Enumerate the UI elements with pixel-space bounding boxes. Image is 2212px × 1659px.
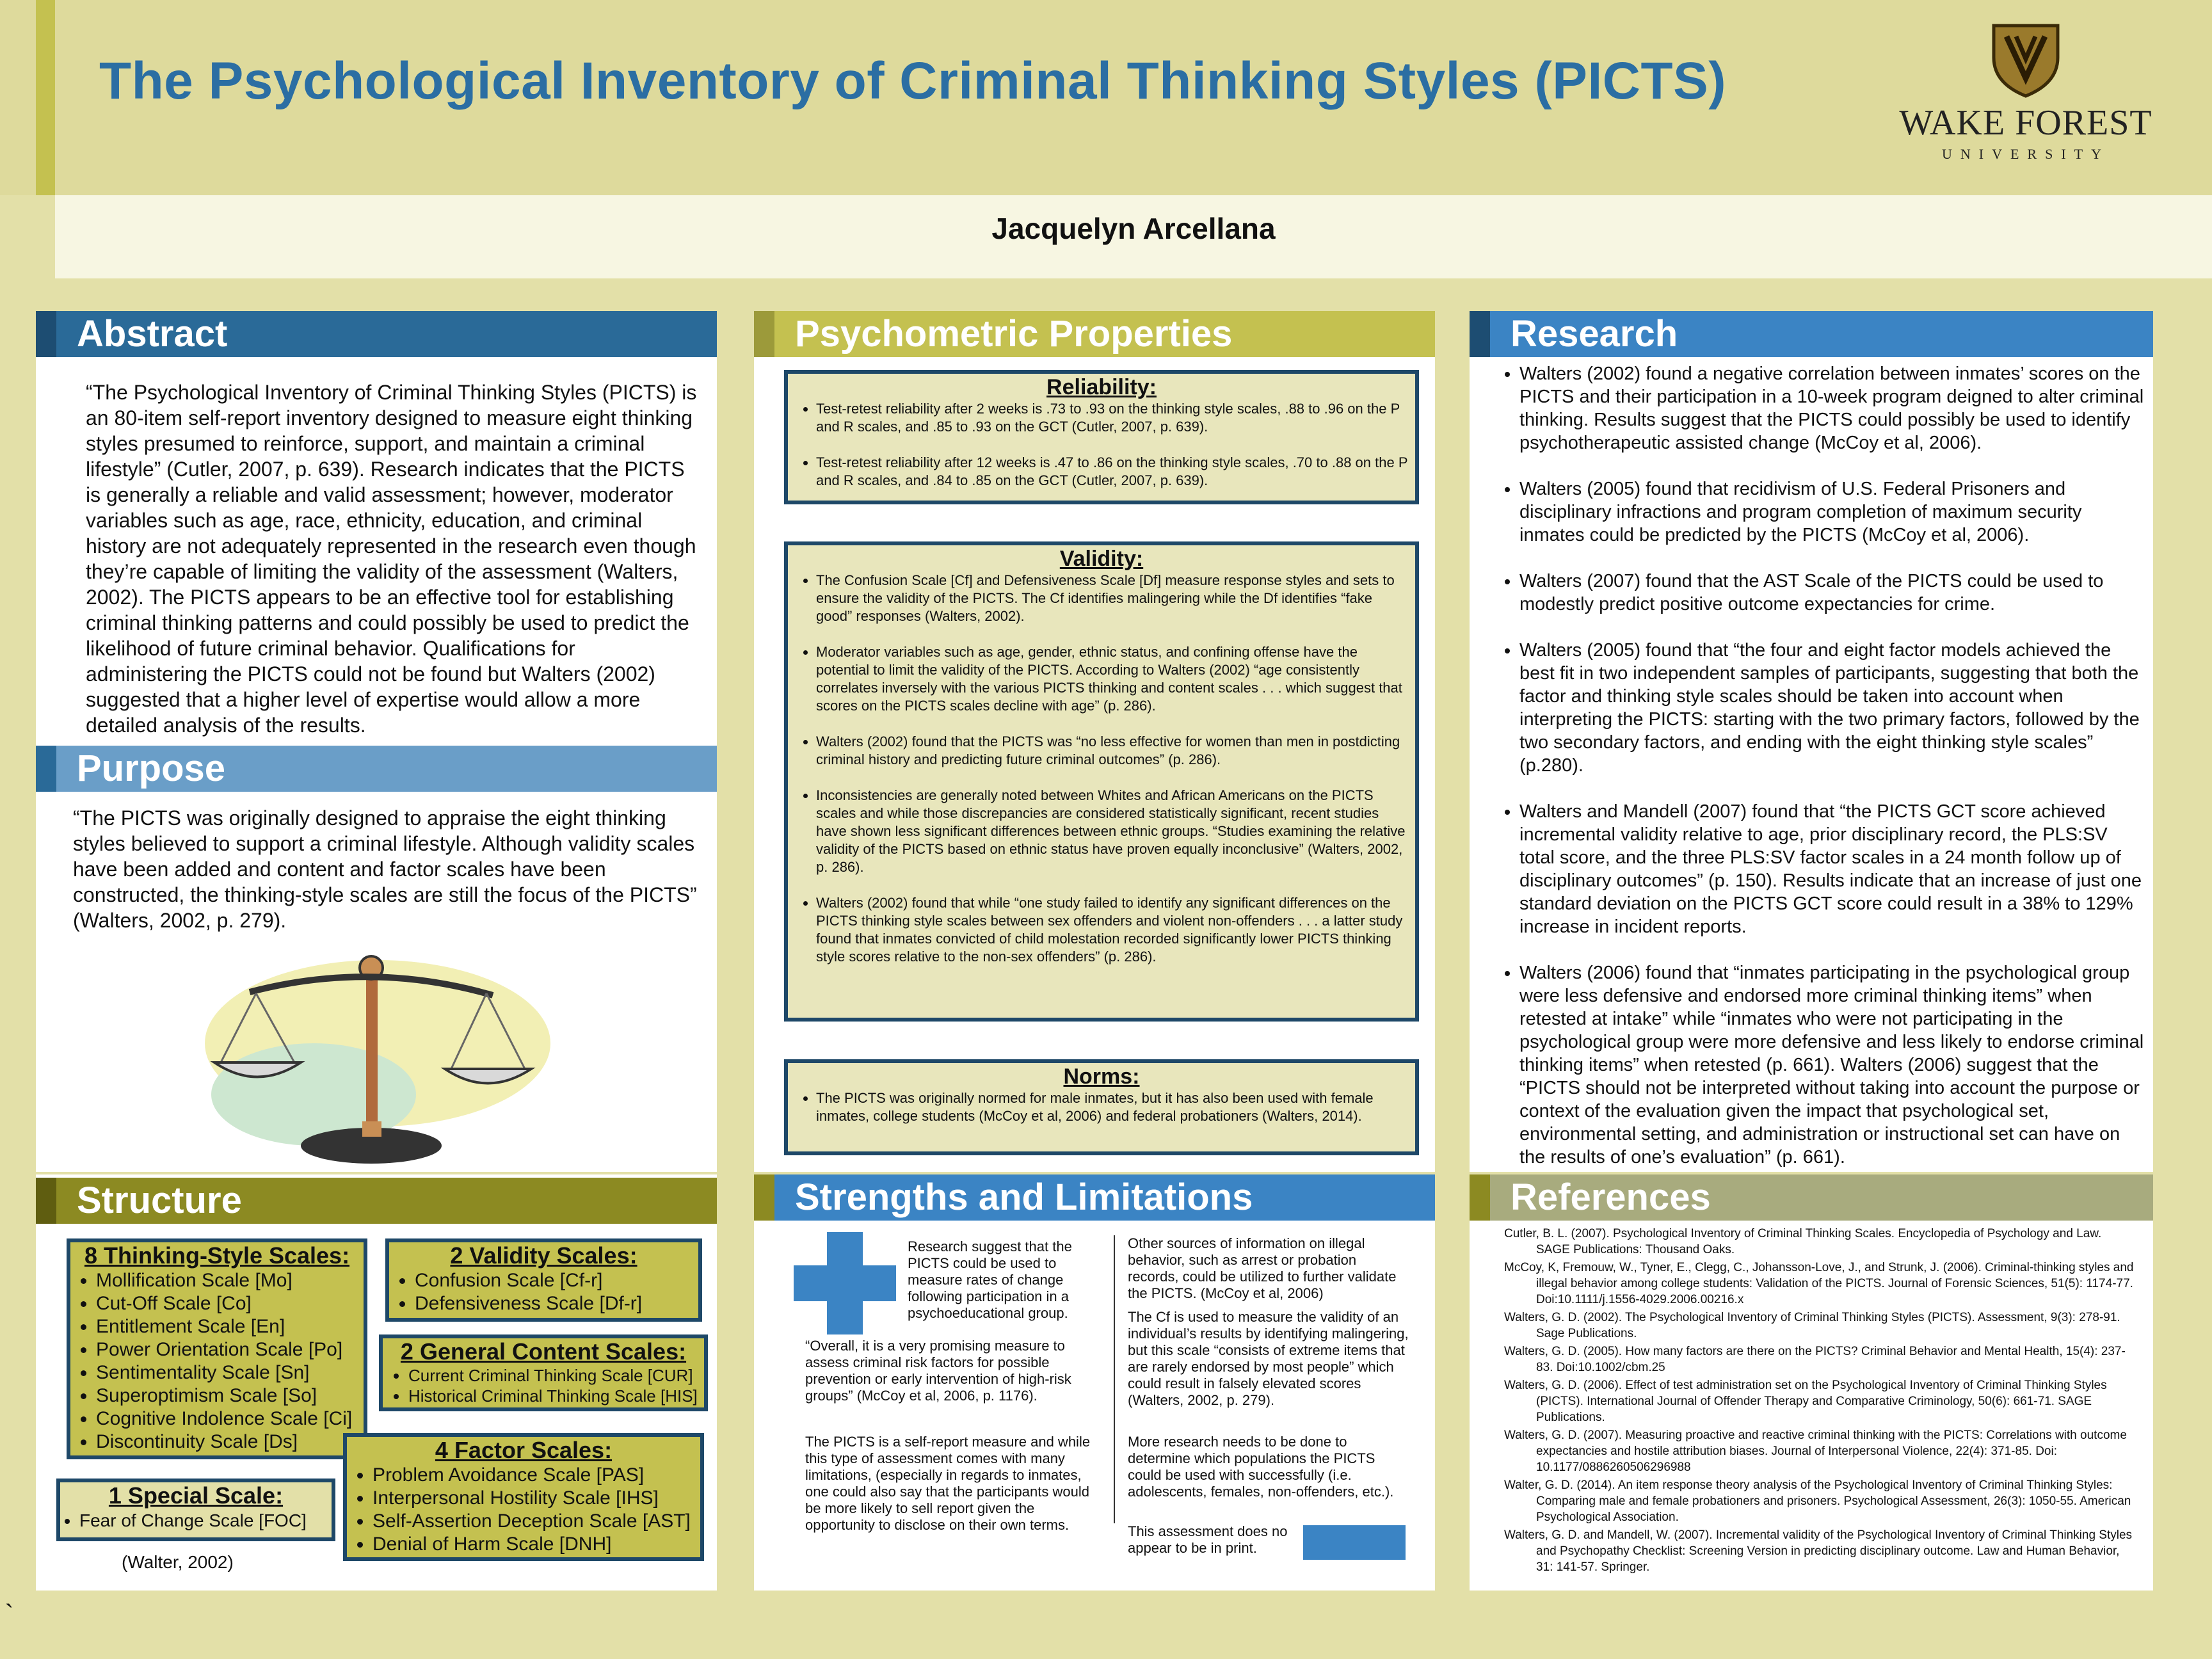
research-list <box>1491 362 2144 1169</box>
list-item: • Discontinuity Scale [Ds] <box>96 1431 364 1454</box>
strengths-divider <box>1114 1235 1115 1523</box>
list-item: • Defensiveness Scale [Df-r] <box>415 1292 698 1315</box>
psychometric-heading-text: Psychometric Properties <box>795 313 1233 355</box>
content-scales-title: 2 General Content Scales: <box>400 1338 687 1365</box>
list-item: • Superoptimism Scale [So] <box>96 1384 364 1407</box>
validity-scales-box <box>385 1238 702 1322</box>
list-item: • Walters (2005) found that “the four and eight factor models achieved the best fit in two independent samples of participants, suggesting that both the factor and thinking style scales should be taken into account when interpreting the PICTS: starting with the two primary factors, followed by the two secondary factors, and ending with the eight thinking style scales” (p.280). <box>1519 639 2144 777</box>
list-item: • Walters (2006) found that “inmates participating in the psychological group were less defensive and endorsed more criminal thinking items” when retested at intake” while “inmates who were not participating in the psychological group were more defensive and less likely to endorse criminal thinking items” when retested (p. 661). Walters (2006) suggest that the “PICTS should not be interpreted without taking into account the purpose or context of the evaluation given the impact that psychological set, environmental setting, and administration or instructional set can have on the results of one’s evaluation” (p. 661). <box>1519 961 2144 1169</box>
list-item: • Mollification Scale [Mo] <box>96 1269 364 1292</box>
list-item: • Walters (2005) found that recidivism of U.S. Federal Prisoners and disciplinary infractions and program completion of maximum security inmates could be predicted by the PICTS (McCoy et al, 2006). <box>1519 477 2144 547</box>
list-item: • Fear of Change Scale [FOC] <box>79 1509 332 1532</box>
abstract-heading <box>36 311 717 357</box>
author-name: Jacquelyn Arcellana <box>991 212 1276 245</box>
validity-scales-title: 2 Validity Scales: <box>450 1242 637 1269</box>
list-item: • The Confusion Scale [Cf] and Defensiveness Scale [Df] measure response styles and sets to ensure the validity of the PICTS. The Cf identifies malingering while the Df identifies “fake good” responses (Walters, 2002). <box>816 572 1409 625</box>
limitations-text-4b: appear to be in print. <box>1128 1540 1257 1556</box>
list-item: • Moderator variables such as age, gender, ethnic status, and confining offense have the potential to limit the validity of the PICTS. According to Walters (2002) “age consistently correlates inversely with the various PICTS thinking and content scales . . . which suggest that scores on the PICTS scales decline with age” (p. 286). <box>816 643 1409 715</box>
structure-heading-text: Structure <box>77 1180 242 1221</box>
references-list <box>1504 1226 2138 1577</box>
purpose-text: “The PICTS was originally designed to appraise the eight thinking styles believed to support a criminal lifestyle. Although validity scales have been added and content and factor scales have been constructed, the thinking-style scales are still the focus of the PICTS” (Walters, 2002, p. 279). <box>73 806 697 932</box>
validity-box <box>784 541 1419 1022</box>
list-item: • Test-retest reliability after 12 weeks is .47 to .86 on the thinking style scales, .70 to .88 on the P and R scales, and .84 to .85 on the GCT (Cutler, 2007, p. 639). <box>816 454 1409 490</box>
thinking-style-scales-box <box>67 1238 367 1459</box>
list-item: • Current Criminal Thinking Scale [CUR] <box>408 1365 704 1386</box>
content-scales-box <box>379 1334 708 1411</box>
limitations-text-4: This assessment does no <box>1128 1523 1288 1539</box>
validity-list <box>794 572 1409 966</box>
references-heading <box>1470 1174 2153 1221</box>
scales-of-justice-icon <box>166 934 576 1171</box>
purpose-heading-text: Purpose <box>77 748 226 789</box>
reference-item: Walters, G. D. (2002). The Psychological Inventory of Criminal Thinking Styles (PICTS). Assessment, 9(3): 278-91. Sage Publications. <box>1504 1311 2120 1340</box>
title-accent-bar <box>36 0 55 195</box>
reliability-list <box>794 400 1409 490</box>
limitations-text-2: The Cf is used to measure the validity of an individual’s results by identifying malingering, but this scale “consists of extreme items that are rarely endorsed by most people” which could result in falsely elevated scores (Walters, 2002, p. 279). <box>1128 1309 1409 1408</box>
special-scale-title: 1 Special Scale: <box>108 1482 284 1509</box>
research-list-container <box>1491 362 2144 1192</box>
list-item: • Sentimentality Scale [Sn] <box>96 1361 364 1384</box>
strengths-heading-text: Strengths and Limitations <box>795 1176 1253 1218</box>
strengths-text-2: “Overall, it is a very promising measure to assess criminal risk factors for possible prevention or early intervention of high-risk groups” (McCoy et al, 2006, p. 1176). <box>805 1338 1071 1404</box>
special-scale-box <box>56 1479 335 1541</box>
list-item: • The PICTS was originally normed for male inmates, but it has also been used with female inmates, college students (McCoy et al, 2006) and federal probationers (Walters, 2014). <box>816 1089 1409 1125</box>
content-scales-list <box>383 1365 704 1406</box>
footer-mark: ` <box>5 1600 14 1628</box>
reference-item: Walters, G. D. (2007). Measuring proactive and reactive criminal thinking with the PICTS: Correlations with outcome expectancies and hostile attribution biases. Journal of Interpersonal Violence, 22(4): 371-85. Doi: 10.1177/0886260506296988 <box>1504 1429 2127 1474</box>
list-item: • Problem Avoidance Scale [PAS] <box>373 1464 700 1487</box>
reliability-box <box>784 370 1419 504</box>
list-item: • Interpersonal Hostility Scale [IHS] <box>373 1487 700 1510</box>
list-item: • Denial of Harm Scale [DNH] <box>373 1533 700 1556</box>
list-item: • Historical Criminal Thinking Scale [HIS] <box>408 1386 704 1406</box>
list-item: • Entitlement Scale [En] <box>96 1315 364 1338</box>
strengths-text-1: Research suggest that the PICTS could be used to measure rates of change following participation in a psychoeducational group. <box>908 1238 1072 1321</box>
thinking-style-title: 8 Thinking-Style Scales: <box>84 1242 350 1269</box>
list-item: • Walters (2002) found a negative correlation between inmates’ scores on the PICTS and their participation in a 10-week program deigned to alter criminal thinking. Results suggest that the PICTS could possibly be used to identify psychotherapeutic assisted change (McCoy et al, 2006). <box>1519 362 2144 454</box>
reliability-title: Reliability: <box>1046 375 1157 399</box>
structure-heading <box>36 1178 717 1224</box>
list-item: • Walters (2002) found that while “one study failed to identify any significant differences on the PICTS thinking style scales between sex offenders and violent non-offenders . . . a latter study found that inmates convicted of child molestation recorded significantly lower PICTS thinking style scores relative to the non-sex offenders” (p. 286). <box>816 894 1409 966</box>
research-heading-text: Research <box>1511 313 1678 355</box>
reference-item: Walter, G. D. (2014). An item response theory analysis of the Psychological Inventory of Criminal Thinking Styles: Comparing male and female probationers and prisoners. Psychological Assessment, 26(3): 1050-55. American Psychological Association. <box>1504 1479 2131 1524</box>
references-heading-text: References <box>1511 1176 1711 1218</box>
list-item: • Walters (2007) found that the AST Scale of the PICTS could be used to modestly predict positive outcome expectancies for crime. <box>1519 570 2144 616</box>
norms-title: Norms: <box>1063 1064 1140 1089</box>
logo-wordmark <box>1895 102 2157 163</box>
validity-title: Validity: <box>1059 547 1144 571</box>
reference-item: McCoy, K, Fremouw, W., Tyner, E., Clegg, C., Johansson-Love, J., and Strunk, J. (2006). Criminal-thinking styles and illegal behavior among college students: Validation of the PICTS. Journal of Forensic Sciences, 51(5): 1174-77. Doi:10.1111/j.1556-4029.2006.00216.x <box>1504 1261 2134 1306</box>
reference-item: Cutler, B. L. (2007). Psychological Inventory of Criminal Thinking Scales. Encyclopedia of Psychology and Law. SAGE Publications: Thousand Oaks. <box>1504 1227 2102 1256</box>
strengths-heading <box>754 1174 1435 1221</box>
norms-box <box>784 1059 1419 1155</box>
purpose-heading <box>36 746 717 792</box>
factor-scales-title: 4 Factor Scales: <box>435 1437 613 1463</box>
list-item: • Power Orientation Scale [Po] <box>96 1338 364 1361</box>
list-item: • Inconsistencies are generally noted between Whites and African Americans on the PICTS scales and while those discrepancies are considered statistically significant, recent studies have shown less significant differences between ethnic groups. “Studies examining the relative validity of the PICTS based on ethnic status have proven equally inconclusive” (Walters, 2002, p. 286). <box>816 787 1409 876</box>
limitations-text-3: More research needs to be done to determine which populations the PICTS could be used with successfully (i.e. adolescents, females, non-offenders, etc.). <box>1128 1434 1394 1500</box>
reference-item: Walters, G. D. (2006). Effect of test administration set on the Psychological Inventory of Criminal Thinking Styles (PICTS). International Journal of Offender Therapy and Comparative Criminology, 50(6): 661-71. SAGE Publications. <box>1504 1379 2107 1424</box>
list-item: • Self-Assertion Deception Scale [AST] <box>373 1510 700 1533</box>
factor-scales-list <box>347 1464 700 1556</box>
special-scale-list <box>60 1509 332 1532</box>
list-item: • Confusion Scale [Cf-r] <box>415 1269 698 1292</box>
list-item: • Cut-Off Scale [Co] <box>96 1292 364 1315</box>
validity-scales-list <box>389 1269 698 1315</box>
reference-item: Walters, G. D. and Mandell, W. (2007). Incremental validity of the Psychological Inventory of Criminal Thinking Styles and Psychopathy Checklist: Screening Version in predicting disciplinary outcome. Law and Human Behavior, 31: 141-57. Springer. <box>1504 1528 2133 1574</box>
limitations-text-1: Other sources of information on illegal behavior, such as arrest or probation records, could be utilized to further validate the PICTS. (McCoy et al, 2006) <box>1128 1235 1397 1301</box>
plus-icon <box>794 1232 896 1334</box>
norms-list <box>794 1089 1409 1125</box>
poster-title: The Psychological Inventory of Criminal Thinking Styles (PICTS) <box>99 52 1727 110</box>
list-item: • Cognitive Indolence Scale [Ci] <box>96 1407 364 1431</box>
research-heading <box>1470 311 2153 357</box>
strengths-text-3: The PICTS is a self-report measure and while this type of assessment comes with many limitations, (especially in regards to inmates, one could also say that the participants would be more likely to sell report given the opportunity to disclose on their own terms. <box>805 1434 1091 1533</box>
logo-subname: UNIVERSITY <box>1942 146 2110 162</box>
abstract-heading-text: Abstract <box>77 313 228 355</box>
logo-name: WAKE FOREST <box>1899 103 2152 143</box>
list-item: • Walters (2002) found that the PICTS was “no less effective for women than men in postdicting criminal history and predicting future criminal outcomes” (p. 286). <box>816 733 1409 769</box>
factor-scales-box <box>343 1433 704 1561</box>
thinking-style-list <box>70 1269 364 1454</box>
blue-rectangle <box>1303 1525 1406 1560</box>
abstract-text: “The Psychological Inventory of Criminal Thinking Styles (PICTS) is an 80-item self-report inventory designed to measure eight thinking styles presumed to reinforce, support, and maintain a criminal lifestyle” (Cutler, 2007, p. 639). Research indicates that the PICTS is generally a reliable and valid assessment; however, moderator variables such as age, race, ethnicity, education, and criminal history are not adequately represented in the research even though they’re capable of limiting the validity of the assessment (Walters, 2002). The PICTS appears to be an effective tool for establishing criminal thinking patterns and could possibly be used to predict the likelihood of future criminal behavior. Qualifications for administering the PICTS could not be found but Walters (2002) suggested that a higher level of expertise would allow a more detailed analysis of the results. <box>86 381 697 737</box>
list-item: • Test-retest reliability after 2 weeks is .73 to .93 on the thinking style scales, .88 to .96 on the P and R scales, and .85 to .93 on the GCT (Cutler, 2007, p. 639). <box>816 400 1409 436</box>
structure-citation: (Walter, 2002) <box>122 1552 234 1572</box>
list-item: • Walters and Mandell (2007) found that “the PICTS GCT score achieved incremental validity relative to age, prior disciplinary record, the PLS:SV total score, and the three PLS:SV factor scales in a 24 month follow up of disciplinary outcomes” (p. 150). Results indicate that an increase of just one standard deviation on the PICTS GCT score could result in a 38% to 129% increase in incident reports. <box>1519 800 2144 938</box>
psychometric-heading <box>754 311 1435 357</box>
reference-item: Walters, G. D. (2005). How many factors are there on the PICTS? Criminal Behavior and Mental Health, 15(4): 237-83. Doi:10.1002/cbm.25 <box>1504 1345 2126 1374</box>
